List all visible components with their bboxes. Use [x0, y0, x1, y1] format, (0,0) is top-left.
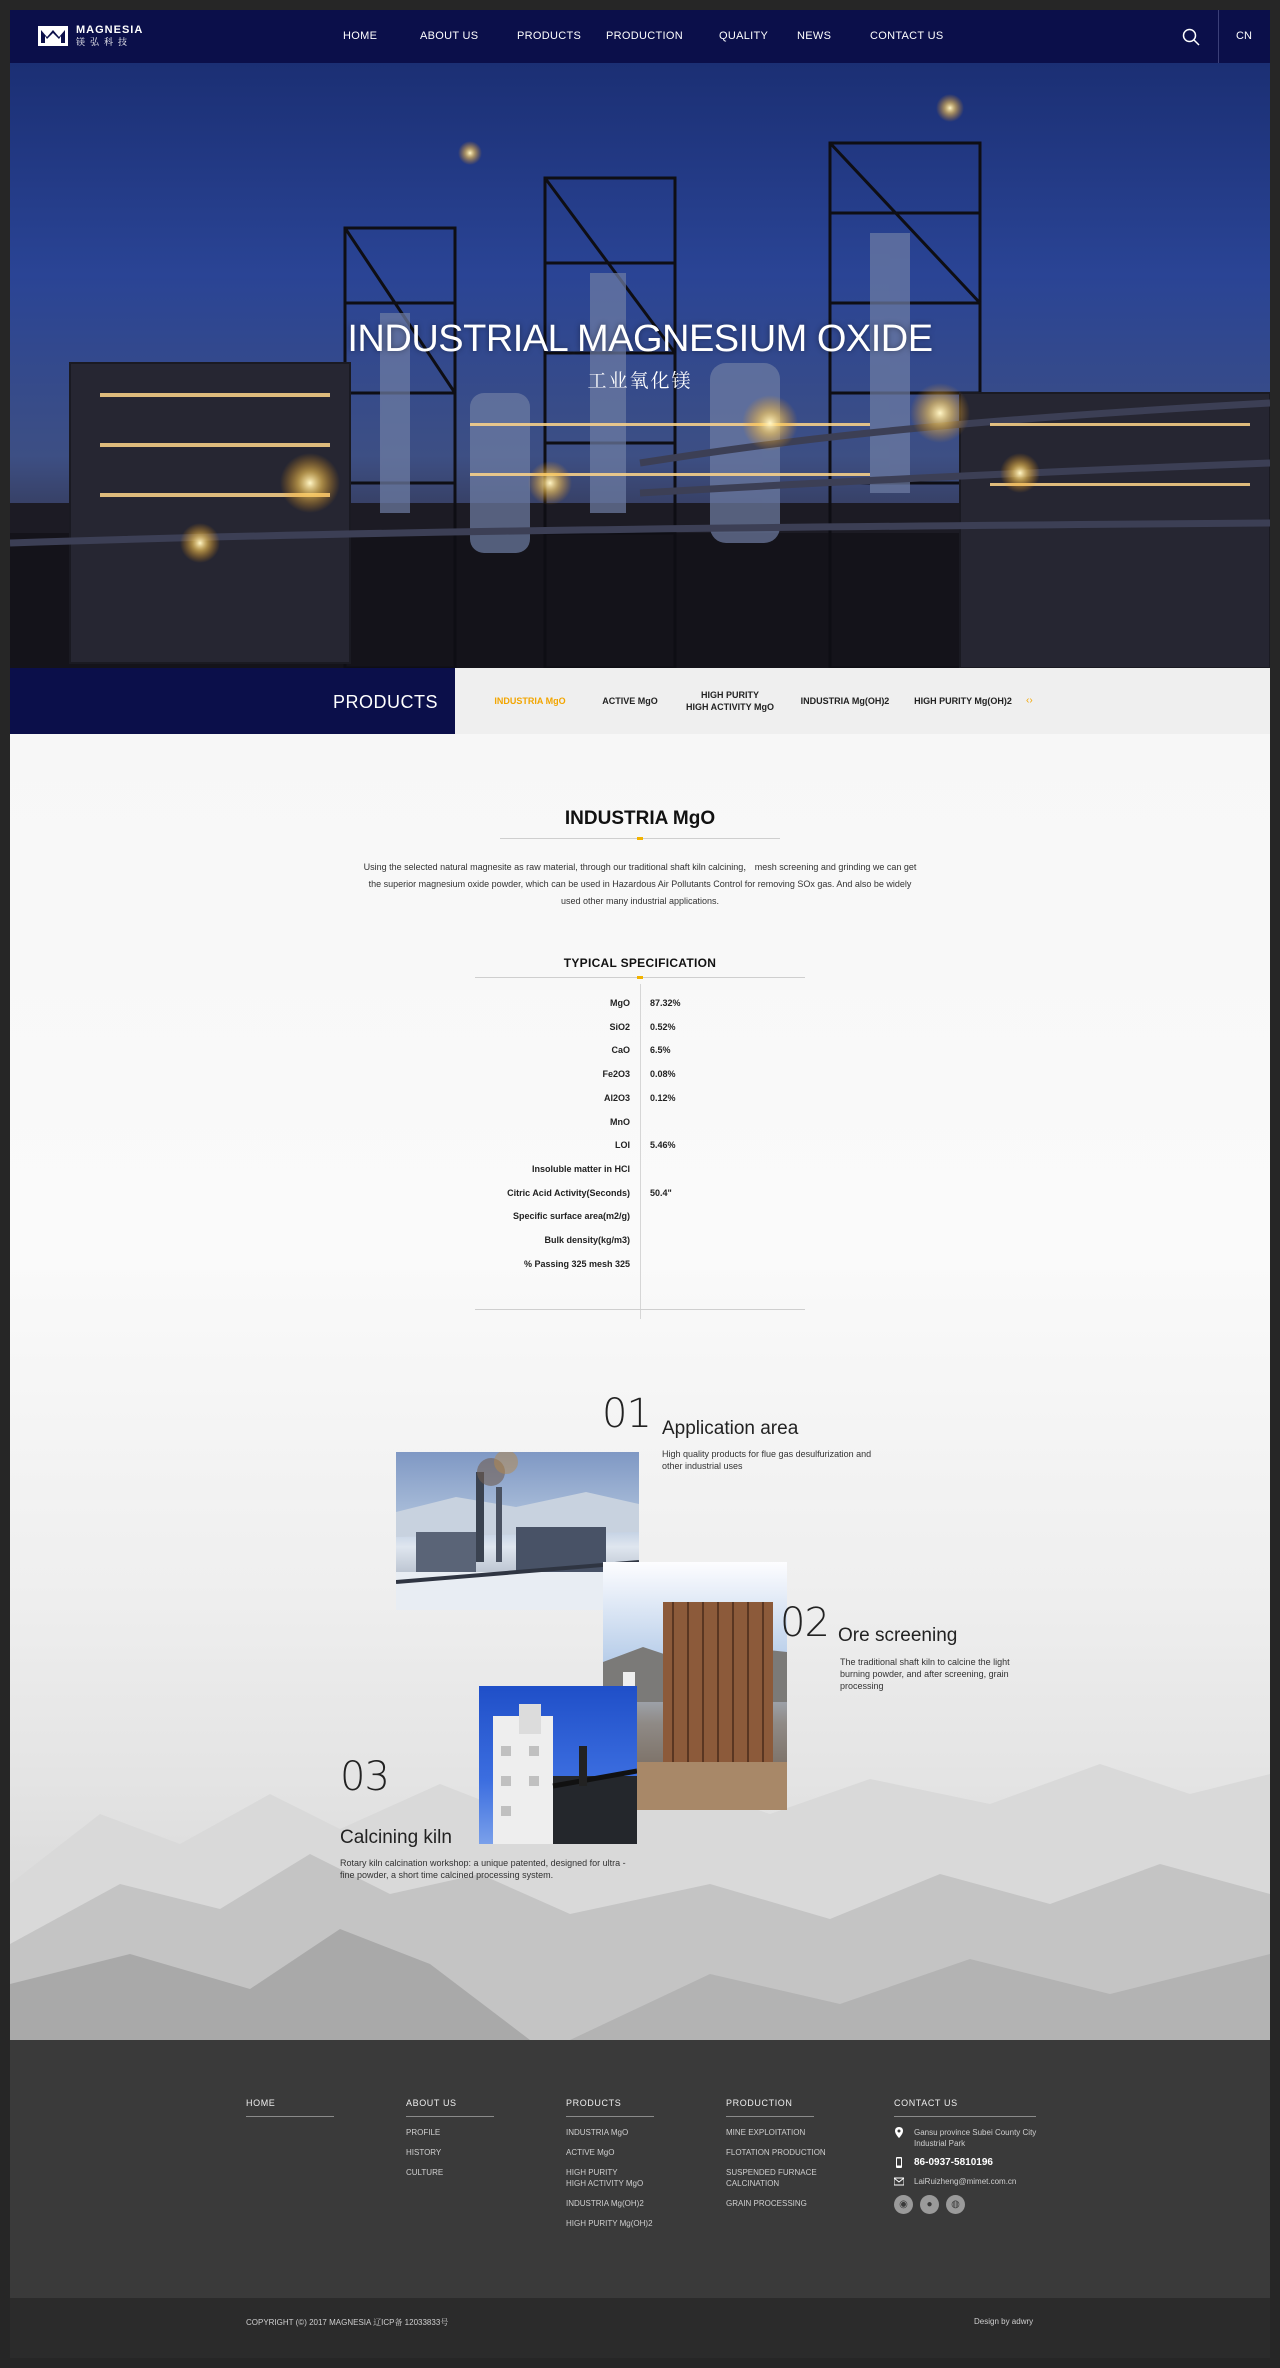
footer-col-about — [406, 2098, 494, 2187]
spec-key: MgO — [610, 998, 630, 1008]
search-icon[interactable] — [1182, 28, 1200, 46]
spec-key: Fe2O3 — [602, 1069, 630, 1080]
language-switch[interactable]: CN — [1236, 30, 1252, 42]
footer-col-products — [566, 2098, 654, 2238]
footer-bottom-bar — [10, 2298, 1270, 2358]
spec-row — [10, 1069, 1270, 1085]
spec-key: SiO2 — [609, 1021, 630, 1032]
spec-key: Bulk density(kg/m3) — [544, 1235, 630, 1245]
spec-row — [10, 1211, 1270, 1227]
ore-screening-number: 02 — [780, 1600, 829, 1646]
spec-value: 0.08% — [650, 1069, 676, 1080]
tab-high-purity-mgo[interactable]: HIGH PURITY HIGH ACTIVITY MgO — [685, 690, 774, 712]
product-detail — [10, 734, 1270, 2040]
spec-key: Insoluble matter in HCl — [531, 1163, 630, 1174]
footer-link-high-purity-mgoh2[interactable]: HIGH PURITY Mg(OH)2 — [566, 2219, 653, 2228]
tab-industria-mgo[interactable]: INDUSTRIA MgO — [494, 696, 566, 706]
spec-row — [10, 1022, 1270, 1038]
spec-value: 87.32% — [650, 998, 681, 1008]
footer-contact-heading[interactable]: CONTACT US — [894, 2098, 958, 2108]
footer-rule — [566, 2116, 654, 2117]
footer-link-furnace[interactable]: SUSPENDED FURNACE CALCINATION — [726, 2168, 817, 2188]
footer-col-home — [246, 2098, 334, 2127]
qq-icon[interactable]: ● — [920, 2195, 939, 2214]
spec-key: Al2O3 — [603, 1092, 630, 1103]
spec-value: 0.52% — [650, 1021, 676, 1032]
tab-active-mgo[interactable]: ACTIVE MgO — [602, 696, 658, 706]
contact-address — [894, 2127, 1044, 2149]
application-photo-3 — [479, 1686, 637, 1844]
hero-title: INDUSTRIAL MAGNESIUM OXIDE — [347, 318, 933, 360]
phone-text[interactable]: 86-0937-5810196 — [914, 2157, 993, 2168]
footer-rule — [246, 2116, 334, 2117]
footer-link-high-purity-mgo[interactable]: HIGH PURITY HIGH ACTIVITY MgO — [566, 2168, 644, 2188]
product-description: Using the selected natural magnesite as raw material, through our traditional shaft kiln calcining， mesh screening and grinding we can get the superior magnesium oxide powder, which can be used in Hazardous Air Pollutants Control for removing SOx gas. And also be widely used other many industrial applications. — [363, 862, 917, 906]
social-links — [894, 2195, 1044, 2214]
nav-quality[interactable]: QUALITY — [719, 30, 769, 42]
footer — [10, 2040, 1270, 2298]
spec-value: 6.5% — [650, 1045, 671, 1056]
calcining-desc: Rotary kiln calcination workshop: a unique patented, designed for ultra - fine powder, a short time calcined processing system. — [340, 1858, 626, 1880]
nav-products[interactable]: PRODUCTS — [517, 30, 582, 42]
spec-value: 0.12% — [650, 1092, 676, 1103]
spec-row — [10, 1117, 1270, 1133]
footer-link-active-mgo[interactable]: ACTIVE MgO — [566, 2148, 615, 2157]
product-tabbar — [10, 668, 1270, 734]
spec-row — [10, 1235, 1270, 1251]
application-desc: High quality products for flue gas desulfurization and other industrial uses — [662, 1449, 872, 1471]
spec-title: TYPICAL SPECIFICATION — [563, 956, 717, 970]
mountain-background-image — [10, 734, 1270, 2040]
spec-value: 5.46% — [650, 1140, 676, 1151]
ore-screening-desc: The traditional shaft kiln to calcine the light burning powder, and after screening, grain processing — [840, 1657, 1010, 1691]
footer-col-contact — [894, 2098, 1044, 2214]
page — [10, 10, 1270, 2358]
title-accent-mark — [637, 837, 643, 840]
email-text[interactable]: LaiRuizheng@mimet.com.cn — [914, 2177, 1017, 2186]
nav-news[interactable]: NEWS — [797, 30, 832, 42]
wechat-icon[interactable]: ◍ — [946, 2195, 965, 2214]
nav-home[interactable]: HOME — [343, 30, 378, 42]
magnesia-logo-icon — [38, 24, 68, 48]
footer-link-flotation[interactable]: FLOTATION PRODUCTION — [726, 2148, 826, 2157]
tab-high-purity-mgoh2[interactable]: HIGH PURITY Mg(OH)2 — [914, 696, 1012, 706]
spec-row — [10, 1045, 1270, 1061]
phone-icon — [894, 2157, 904, 2168]
spec-bottom-rule — [475, 1309, 805, 1310]
footer-rule — [726, 2116, 814, 2117]
location-pin-icon — [894, 2127, 904, 2138]
hero-banner — [10, 63, 1270, 668]
contact-phone — [894, 2157, 1044, 2168]
design-credit[interactable]: Design by adwry — [974, 2317, 1034, 2326]
footer-rule — [406, 2116, 494, 2117]
spec-key: CaO — [611, 1045, 630, 1056]
spec-accent-mark — [637, 976, 643, 979]
products-heading-block — [10, 668, 455, 734]
spec-key: LOI — [615, 1140, 630, 1151]
weibo-icon[interactable]: ◉ — [894, 2195, 913, 2214]
footer-link-history[interactable]: HISTORY — [406, 2148, 442, 2157]
logo-name-cn: 镁弘科技 — [76, 37, 133, 47]
logo[interactable] — [38, 24, 143, 48]
footer-col-production — [726, 2098, 826, 2218]
ore-screening-title: Ore screening — [838, 1625, 958, 1646]
nav-contact-us[interactable]: CONTACT US — [870, 30, 944, 42]
spec-key: Citric Acid Activity(Seconds) — [507, 1187, 630, 1198]
footer-production-heading[interactable]: PRODUCTION — [726, 2098, 793, 2108]
tab-industria-mgoh2[interactable]: INDUSTRIA Mg(OH)2 — [800, 696, 890, 706]
copyright: COPYRIGHT (©) 2017 MAGNESIA 辽ICP备 12033833号 — [246, 2318, 449, 2327]
calcining-title: Calcining kiln — [340, 1827, 452, 1848]
footer-about-heading[interactable]: ABOUT US — [406, 2098, 457, 2108]
application-title: Application area — [662, 1418, 799, 1439]
footer-link-mine[interactable]: MINE EXPLOITATION — [726, 2128, 806, 2137]
footer-link-profile[interactable]: PROFILE — [406, 2128, 441, 2137]
footer-link-industria-mgo[interactable]: INDUSTRIA MgO — [566, 2128, 629, 2137]
calcining-number: 03 — [340, 1754, 389, 1800]
logo-name: MAGNESIA — [76, 24, 144, 36]
footer-home-link[interactable]: HOME — [246, 2098, 276, 2108]
footer-link-grain[interactable]: GRAIN PROCESSING — [726, 2199, 807, 2208]
footer-link-industria-mgoh2[interactable]: INDUSTRIA Mg(OH)2 — [566, 2199, 644, 2208]
nav-production[interactable]: PRODUCTION — [606, 30, 683, 42]
nav-about-us[interactable]: ABOUT US — [420, 30, 479, 42]
products-heading: PRODUCTS — [333, 692, 439, 712]
footer-rule — [894, 2116, 1036, 2117]
hero-subtitle: 工业氧化镁 — [587, 371, 693, 392]
contact-email — [894, 2176, 1044, 2187]
spec-row — [10, 1259, 1270, 1275]
spec-row — [10, 1140, 1270, 1156]
top-nav — [10, 10, 1270, 63]
spec-row — [10, 1093, 1270, 1109]
product-title: INDUSTRIA MgO — [564, 808, 716, 829]
address-text: Gansu province Subei County City Industrial Park — [914, 2128, 1037, 2148]
spec-key: % Passing 325 mesh 325 — [523, 1258, 630, 1269]
footer-link-culture[interactable]: CULTURE — [406, 2168, 444, 2177]
spec-row — [10, 1164, 1270, 1180]
spec-key: Specific surface area(m2/g) — [512, 1211, 630, 1222]
spec-row — [10, 998, 1270, 1014]
application-number: 01 — [602, 1391, 651, 1437]
spec-key: MnO — [610, 1116, 630, 1127]
spec-value: 50.4" — [650, 1187, 672, 1198]
mail-icon — [894, 2176, 904, 2187]
footer-products-heading[interactable]: PRODUCTS — [566, 2098, 622, 2108]
nav-divider — [1218, 10, 1219, 63]
spec-row — [10, 1188, 1270, 1204]
tabs-next-arrow-icon[interactable]: ‹› — [1026, 695, 1033, 706]
